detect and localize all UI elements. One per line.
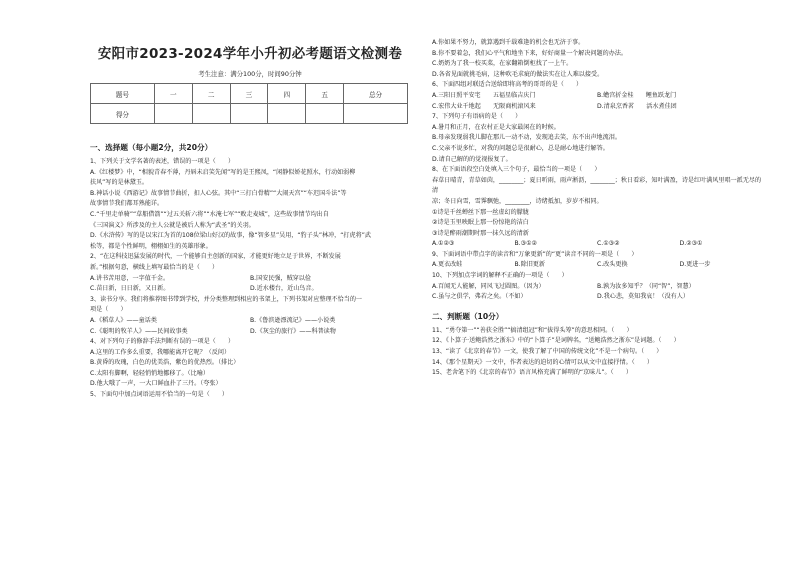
question-line: B.神话小说《西游记》故事情节曲折，扣人心弦。其中“三打白骨精”“大闹天宫”“车迟国斗法”等 (90, 189, 347, 197)
section-heading-choice: 一、选择题（每小题2分，共20分） (90, 143, 213, 152)
section-heading-judge: 二、判断题（10分） (432, 311, 504, 321)
option[interactable]: C.①③② (597, 240, 620, 248)
header-cell: 总分 (344, 84, 408, 104)
option-row (432, 91, 762, 102)
question-line: C.奶奶为了我一校买菜，在家翻箱倒柜找了一上午。 (432, 60, 573, 68)
score-cell[interactable] (306, 104, 344, 124)
option[interactable]: A.①②③ (432, 240, 455, 248)
question-line: 故事情节我们都耳熟能详。 (90, 200, 164, 208)
question-line: 6、下面四组对联适合送给即将高考的哥哥的是（ ） (432, 81, 583, 89)
option[interactable]: A.《稻草人》——童话类 (90, 316, 157, 324)
page-title: 安阳市2023-2024学年小升初必考题语文检测卷 (97, 46, 403, 62)
option[interactable]: B.国安民强，贼穿以俭 (250, 274, 311, 282)
question-line: C.父亲不说多忙，对我的问题总是很耐心，总是耐心地进行解答。 (432, 144, 609, 152)
question-line: 12、《卜算子·送鲍浩然之浙东》中的“卜算子”是词牌名，“送鲍浩然之浙东”是词题。（ ） (432, 337, 680, 345)
option[interactable]: D.更进一步 (679, 261, 711, 269)
row-label-cell: 得分 (91, 104, 155, 124)
question-line: A.这里的工作多么重要，我哪能离开它呢？（反问） (90, 348, 231, 356)
option[interactable]: B.孰为汝多知乎？（同“智”，智慧） (597, 282, 695, 290)
option-row (432, 102, 762, 113)
question-line: 4、对下列句子的修辞手法判断有误的一项是（ ） (90, 338, 235, 346)
question-line: 春草日晴青，青草如茵，________；夏日听雨，雨声淅沥，________；秋日看彩，知叶满盈，诗是红叶满风里唱一派无尽的清 (432, 176, 762, 195)
question-line: 2、“在这科技迅猛发展的时代，一个能够自主创新的国家，才能更好地立足于世界，不断发展 (90, 253, 341, 261)
option[interactable]: C.改头更换 (597, 261, 628, 269)
question-line: ③诗是醉雨潮期时那一抹久远的清新 (432, 229, 529, 237)
option[interactable]: C.虽与之俱学，弗若之矣。（不如） (432, 293, 527, 301)
question-line: D.他大哦了一声，一大口鲜血扑了三丹。（夸张） (90, 380, 222, 388)
option[interactable]: D.清泉烹香茗 活水煮佳团 (597, 102, 677, 110)
question-line: 松等，都是个性鲜明，栩栩如生的英雄形象。 (90, 242, 212, 250)
right-column (432, 38, 762, 379)
question-line: 14、《那个星期天》一文中，作者表达的迫切的心情可以从文中直接抒情。（ ） (432, 358, 654, 366)
question-line: B.黄昏的玫瑰，白色的优美浩，紫色的优热烈。（排比） (90, 359, 240, 367)
option[interactable]: D.《灰尘的旅行》——科普读物 (250, 327, 336, 335)
header-cell: 题号 (91, 84, 155, 104)
question-line: D.《水浒传》写的是以宋江为首的108位梁山好汉的故事，像“智多星”吴用，“豹子头”林冲，“打虎将”武 (90, 232, 371, 240)
header-cell: 一 (154, 84, 192, 104)
option-row (90, 274, 410, 285)
left-column (90, 38, 410, 401)
header-cell: 二 (192, 84, 230, 104)
score-cell[interactable] (344, 104, 408, 124)
header-cell: 五 (306, 84, 344, 104)
option[interactable]: A.讲书苦用意，一字值千金。 (90, 274, 170, 282)
question-line: ②诗是玉里映眠上那一份惊艳的洁白 (432, 219, 529, 227)
question-line: 8、在下面语段空白处填入三个句子，最恰当的一项是（ ） (432, 166, 601, 174)
question-line: 9、下面词语中带点字的读音和“万象更新”的“更”读音不同的一项是（ ） (432, 250, 638, 258)
score-table-score-row (91, 104, 408, 124)
option-row (90, 316, 410, 327)
question-line: 7、下列句子有语病的是（ ） (432, 113, 522, 121)
score-cell[interactable] (268, 104, 306, 124)
question-line: 5、下面句中加点词语运用不恰当的一句是（ ） (90, 391, 228, 399)
option-row (432, 292, 762, 303)
header-cell: 三 (230, 84, 268, 104)
option[interactable]: C.《聪明的牧羊人》——民间故事类 (90, 327, 188, 335)
option[interactable]: B.③①② (514, 240, 538, 248)
question-line: 11、“勇夺第一”“善获全胜”“搞清组冠”和“拔得头筹”的意思相同。（ ） (432, 326, 633, 334)
question-line: C.“千里走单骑”“草船借箭”“过五关斩六将”“水淹七军”“败走麦城”，这些故事情节均出自 (90, 210, 329, 218)
option[interactable]: C.宏伟大业千地起 无限商机滚风来 (432, 102, 536, 110)
score-table-header-row (91, 84, 408, 104)
option-row (432, 282, 762, 293)
question-line: 《三国演义》所涉及的主人公就是被后人称为“武圣”的关羽。 (90, 221, 255, 229)
option-row (432, 260, 762, 271)
option[interactable]: D.近水楼台，近山鸟音。 (250, 285, 318, 293)
question-line: 凉；冬日向雪，雪霁飘弛，________，诗绪抵加，岁岁不相同。 (432, 197, 603, 205)
option-row (90, 327, 410, 338)
option[interactable]: A.更衣改蛙 (432, 261, 463, 269)
question-line: B.母亲发现弱我儿脚在那儿一动不动，发现追去笑，东不出声地流泪。 (432, 134, 621, 142)
question-line: A.《红楼梦》中，“相貌青春不薄，丹唇未启笑先闻”写的是王熙凤，“闲静似娇花照水，行动如弱柳 (90, 168, 356, 176)
question-line: ①诗是千丝蝉丝下那一丝虚幻的朦胧 (432, 208, 529, 216)
option[interactable]: B.《鲁滨逊漂流记》——小说类 (250, 316, 336, 324)
option-row (432, 239, 762, 250)
score-cell[interactable] (192, 104, 230, 124)
question-line: 13、“读了《北京的春节》一文，使我了解了中国的传统文化”不是一个病句。（ ） (432, 348, 663, 356)
question-line: C.太阳有脚啊，轻轻悄悄地挪移了。（比喻） (90, 369, 209, 377)
option[interactable]: B.除旧更新 (514, 261, 545, 269)
score-cell[interactable] (154, 104, 192, 124)
question-line: A.你如果不努力，就算遇到千载难逢的机会也无济于事。 (432, 39, 585, 46)
question-line: 新。”根据句意，横线上填写最恰当的是（ ） (90, 263, 219, 271)
option[interactable]: A.百闻无人能解，同风飞过圆图。（因为） (432, 282, 545, 290)
option[interactable]: D.②③① (679, 240, 703, 248)
option[interactable]: A.三阳日照平安宅 五福星临吉庆门 (432, 91, 536, 99)
option[interactable]: B.蟾宫折金桂 鲤鱼跃龙门 (597, 91, 677, 99)
question-line: 1、下列关于文学名著的表述，错误的一项是（ ） (90, 158, 235, 165)
exam-notice: 考生注意：满分100分，时间90分钟 (198, 70, 302, 78)
question-line: D.各省见面就挑毛病，这种吹毛求疵的做法实在让人难以接受。 (432, 70, 604, 78)
question-line: B.你不要着急，我们心平气和地坐下来，好好商量一个解决问题的办法。 (432, 49, 628, 57)
question-line: 10、下列加点字词的解释不正确的一项是（ ） (432, 272, 568, 280)
question-line: D.请自己解的的觉视报复了。 (432, 155, 512, 163)
question-line: A.暑月和正月，在农村正是大家最闲在的时候。 (432, 123, 560, 131)
question-line: 3、读书分享。我们将推荐图书带到学校，并分类整理到相应的书架上，下列书架对应整理不恰当的一 (90, 295, 363, 303)
question-line: 15、老舍笔下的《北京的春节》语言风格充满了鲜明的“京味儿”。（ ） (432, 369, 632, 377)
option[interactable]: C.苗日新，日日新，又日新。 (90, 285, 170, 293)
score-table (90, 83, 408, 124)
header-cell: 四 (268, 84, 306, 104)
score-cell[interactable] (230, 104, 268, 124)
option[interactable]: D.我心悲，莫知我哀！（没有人） (597, 293, 689, 301)
option-row (90, 284, 410, 295)
question-line: 扶风”写的是林黛玉。 (90, 179, 149, 187)
question-line: 项是（ ） (90, 306, 127, 314)
